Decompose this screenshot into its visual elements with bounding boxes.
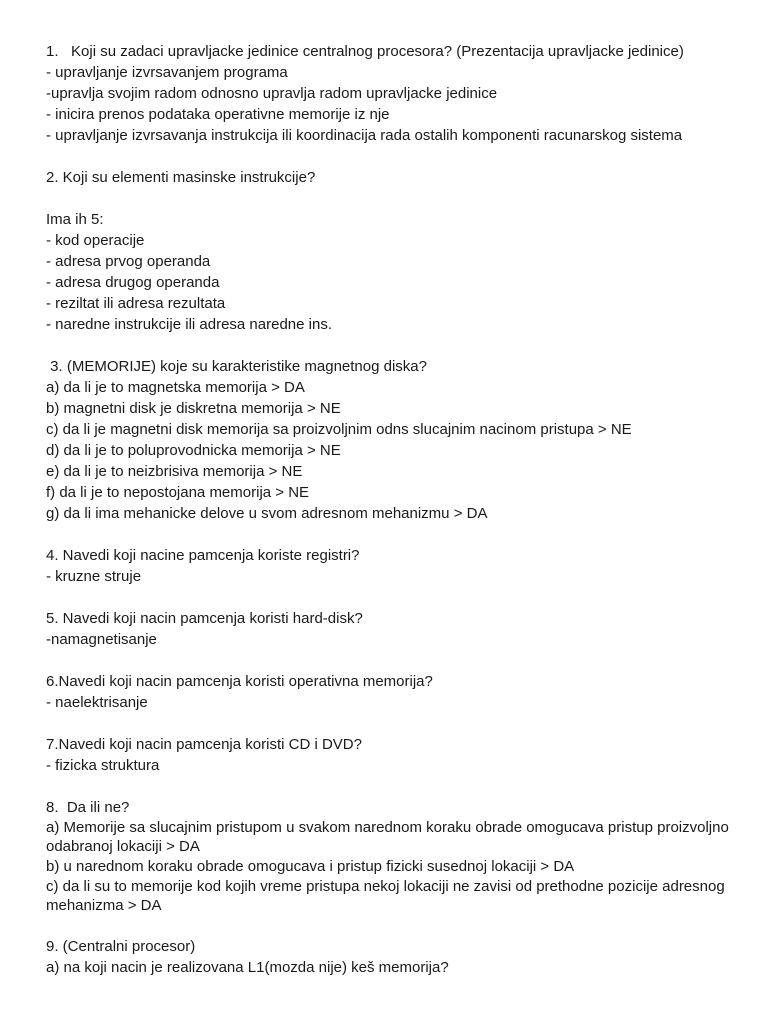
question-6-title: 6.Navedi koji nacin pamcenja koristi operativna memorija?: [46, 673, 433, 690]
answer-line: - fizicka struktura: [46, 757, 160, 774]
paragraph-spacer: [46, 776, 736, 797]
question-4-block: [46, 545, 736, 587]
answer-intro: Ima ih 5:: [46, 211, 104, 228]
answer-line: - upravljanje izvrsavanja instrukcija ili koordinacija rada ostalih komponenti racunarskog sistema: [46, 127, 683, 144]
answer-line: b) magnetni disk je diskretna memorija > NE: [46, 400, 341, 417]
paragraph-spacer: [46, 915, 736, 936]
answer-line: - kod operacije: [46, 232, 145, 249]
answer-line: -namagnetisanje: [46, 631, 157, 648]
answer-line: - reziltat ili adresa rezultata: [46, 295, 226, 312]
question-2-block: [46, 167, 736, 188]
question-3-block: [46, 356, 736, 524]
answer-line: - adresa drugog operanda: [46, 274, 220, 291]
question-5-title: 5. Navedi koji nacin pamcenja koristi hard-disk?: [46, 610, 363, 627]
question-2-title: 2. Koji su elementi masinske instrukcije?: [46, 169, 316, 186]
paragraph-spacer: [46, 335, 736, 356]
answer-line: - kruzne struje: [46, 568, 142, 585]
answer-line: - adresa prvog operanda: [46, 253, 211, 270]
answer-line: c) da li je magnetni disk memorija sa proizvoljnim odns slucajnim nacinom pristupa > NE: [46, 421, 632, 438]
paragraph-spacer: [46, 713, 736, 734]
question-7-block: [46, 734, 736, 776]
answer-line: e) da li je to neizbrisiva memorija > NE: [46, 463, 303, 480]
question-5-block: [46, 608, 736, 650]
answer-line: f) da li je to nepostojana memorija > NE: [46, 484, 310, 501]
answer-line: g) da li ima mehanicke delove u svom adresnom mehanizmu > DA: [46, 505, 488, 522]
question-8-block: [46, 797, 736, 915]
paragraph-spacer: [46, 524, 736, 545]
question-9-title: 9. (Centralni procesor): [46, 938, 196, 955]
document-page: [46, 41, 736, 978]
paragraph-spacer: [46, 146, 736, 167]
question-2-answer-block: [46, 209, 736, 335]
question-9-block: [46, 936, 736, 978]
answer-line: - inicira prenos podataka operativne memorije iz nje: [46, 106, 390, 123]
paragraph-spacer: [46, 188, 736, 209]
answer-line: d) da li je to poluprovodnicka memorija > NE: [46, 442, 341, 459]
answer-line: -upravlja svojim radom odnosno upravlja radom upravljacke jedinice: [46, 85, 498, 102]
question-3-title: 3. (MEMORIJE) koje su karakteristike magnetnog diska?: [46, 358, 427, 375]
answer-line: - naelektrisanje: [46, 694, 148, 711]
question-8-title: 8. Da ili ne?: [46, 799, 130, 816]
question-6-block: [46, 671, 736, 713]
answer-line: a) Memorije sa slucajnim pristupom u svakom narednom koraku obrade omogucava pristup proizvoljno odabranoj lokaciji > DA: [46, 819, 729, 855]
question-7-title: 7.Navedi koji nacin pamcenja koristi CD i DVD?: [46, 736, 362, 753]
answer-line: c) da li su to memorije kod kojih vreme pristupa nekoj lokaciji ne zavisi od prethodne pozicije adresnog mehanizma > DA: [46, 878, 725, 914]
question-1-block: [46, 41, 736, 146]
question-4-title: 4. Navedi koji nacine pamcenja koriste registri?: [46, 547, 360, 564]
answer-line: a) na koji nacin je realizovana L1(mozda nije) keš memorija?: [46, 959, 449, 976]
answer-line: - naredne instrukcije ili adresa naredne ins.: [46, 316, 332, 333]
answer-line: b) u narednom koraku obrade omogucava i pristup fizicki susednoj lokaciji > DA: [46, 858, 575, 875]
answer-line: a) da li je to magnetska memorija > DA: [46, 379, 305, 396]
question-1-title: 1. Koji su zadaci upravljacke jedinice centralnog procesora? (Prezentacija upravljacke jedinice): [46, 43, 684, 60]
paragraph-spacer: [46, 587, 736, 608]
paragraph-spacer: [46, 650, 736, 671]
answer-line: - upravljanje izvrsavanjem programa: [46, 64, 288, 81]
